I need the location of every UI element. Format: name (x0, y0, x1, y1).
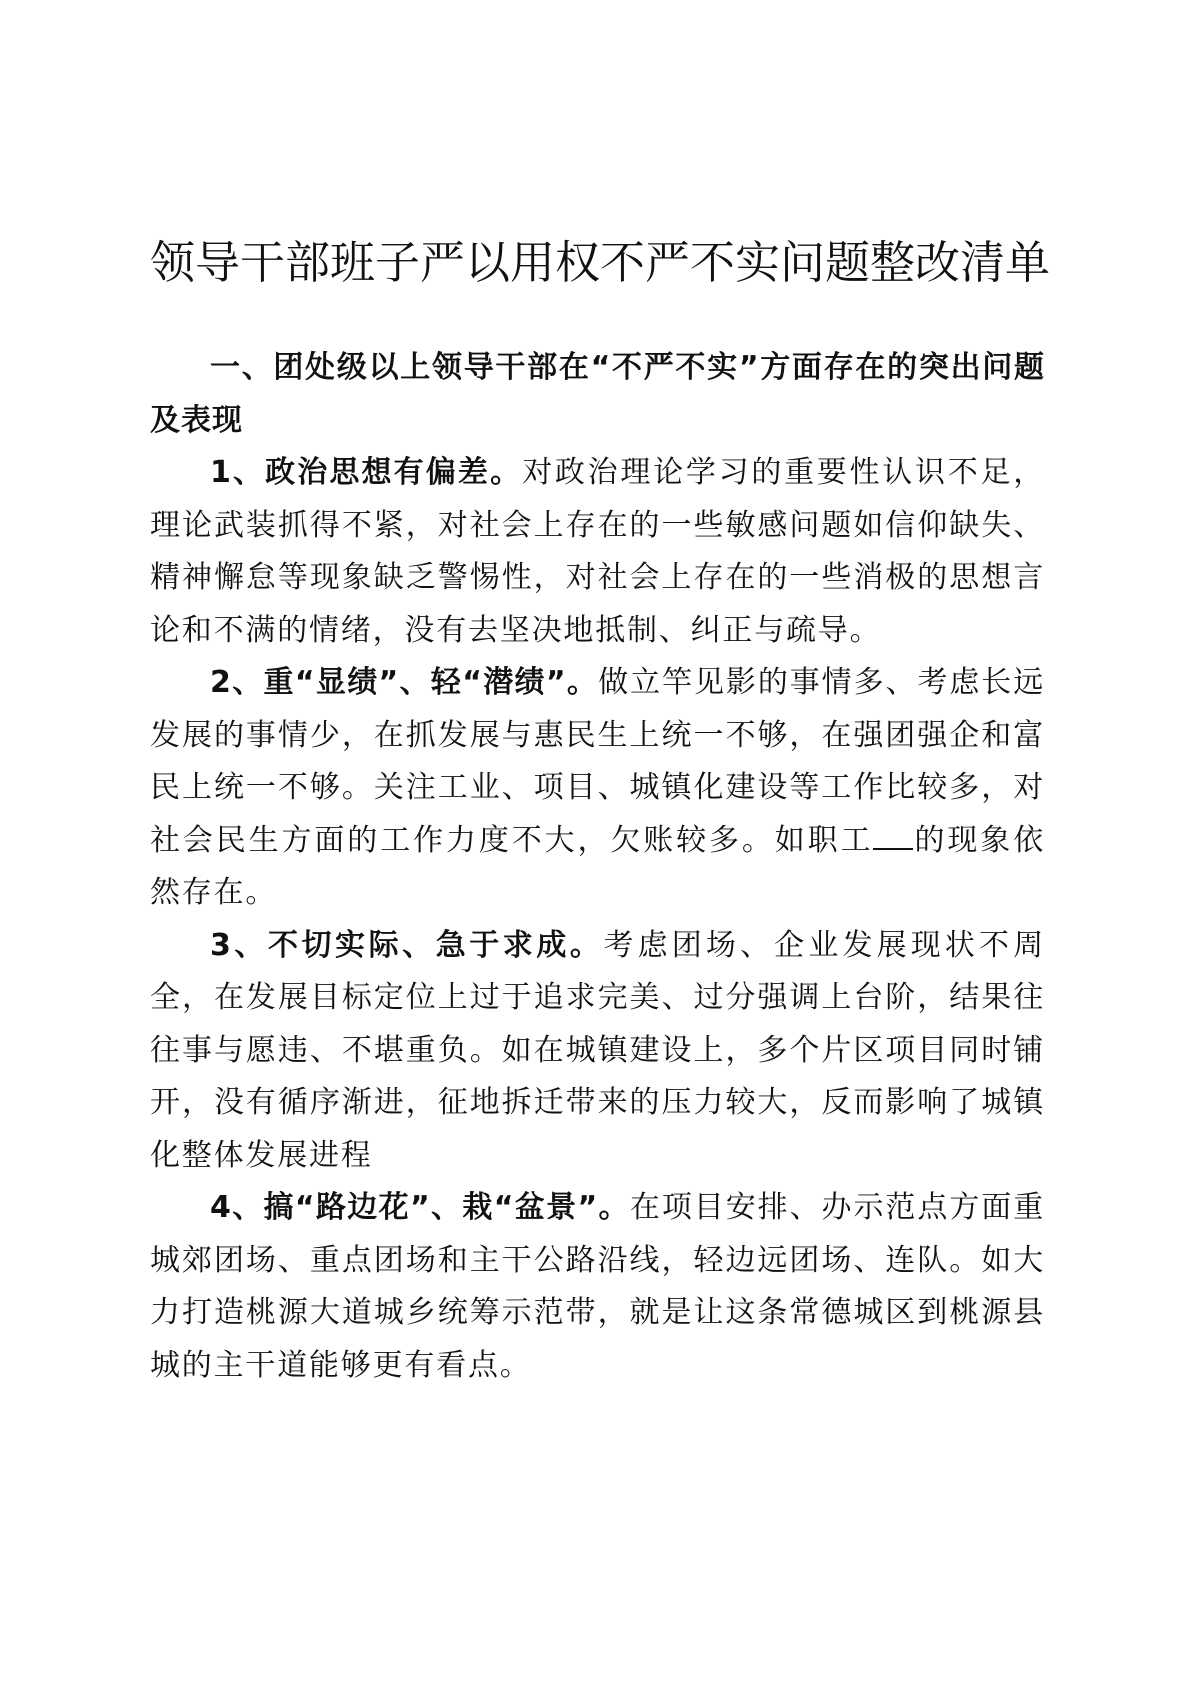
fill-in-blank (873, 824, 913, 850)
item-text-2-before-blank: 做立竿见影的事情多、考虑长远发展的事情少，在抓发展与惠民生上统一不够，在强团强企和富民上统一不够。关注工业、项目、城镇化建设等工作比较多，对社会民生方面的工作力度不大，欠账较多。如职工 (150, 665, 1045, 858)
item-text-1: 对政治理论学习的重要性认识不足，理论武装抓得不紧，对社会上存在的一些敏感问题如信仰缺失、精神懈怠等现象缺乏警惕性，对社会上存在的一些消极的思想言论和不满的情绪，没有去坚决地抵制、纠正与疏导。 (150, 455, 1045, 648)
item-paragraph-1 (150, 447, 1045, 657)
item-paragraph-2 (150, 657, 1045, 920)
item-lead-3: 3、不切实际、急于求成。 (210, 927, 604, 963)
item-paragraph-3 (150, 920, 1045, 1183)
document-page (150, 228, 1051, 1392)
item-text-2-after-blank: 的现象依然存在。 (150, 822, 1045, 910)
item-text-3: 考虑团场、企业发展现状不周全，在发展目标定位上过于追求完美、过分强调上台阶，结果往往事与愿违、不堪重负。如在城镇建设上，多个片区项目同时铺开，没有循序渐进，征地拆迁带来的压力较大，反而影响了城镇化整体发展进程 (150, 927, 1045, 1173)
item-text-4: 在项目安排、办示范点方面重城郊团场、重点团场和主干公路沿线，轻边远团场、连队。如大力打造桃源大道城乡统筹示范带，就是让这条常德城区到桃源县城的主干道能够更有看点。 (150, 1190, 1045, 1383)
item-lead-4: 4、搞“路边花”、栽“盆景”。 (210, 1190, 630, 1225)
item-lead-1: 1、政治思想有偏差。 (210, 455, 523, 490)
item-lead-2: 2、重“显绩”、轻“潜绩”。 (210, 665, 599, 700)
document-title: 领导干部班子严以用权不严不实问题整改清单 (150, 236, 1051, 289)
item-paragraph-4 (150, 1182, 1045, 1392)
section-heading: 一、团处级以上领导干部在“不严不实”方面存在的突出问题及表现 (150, 350, 1045, 438)
